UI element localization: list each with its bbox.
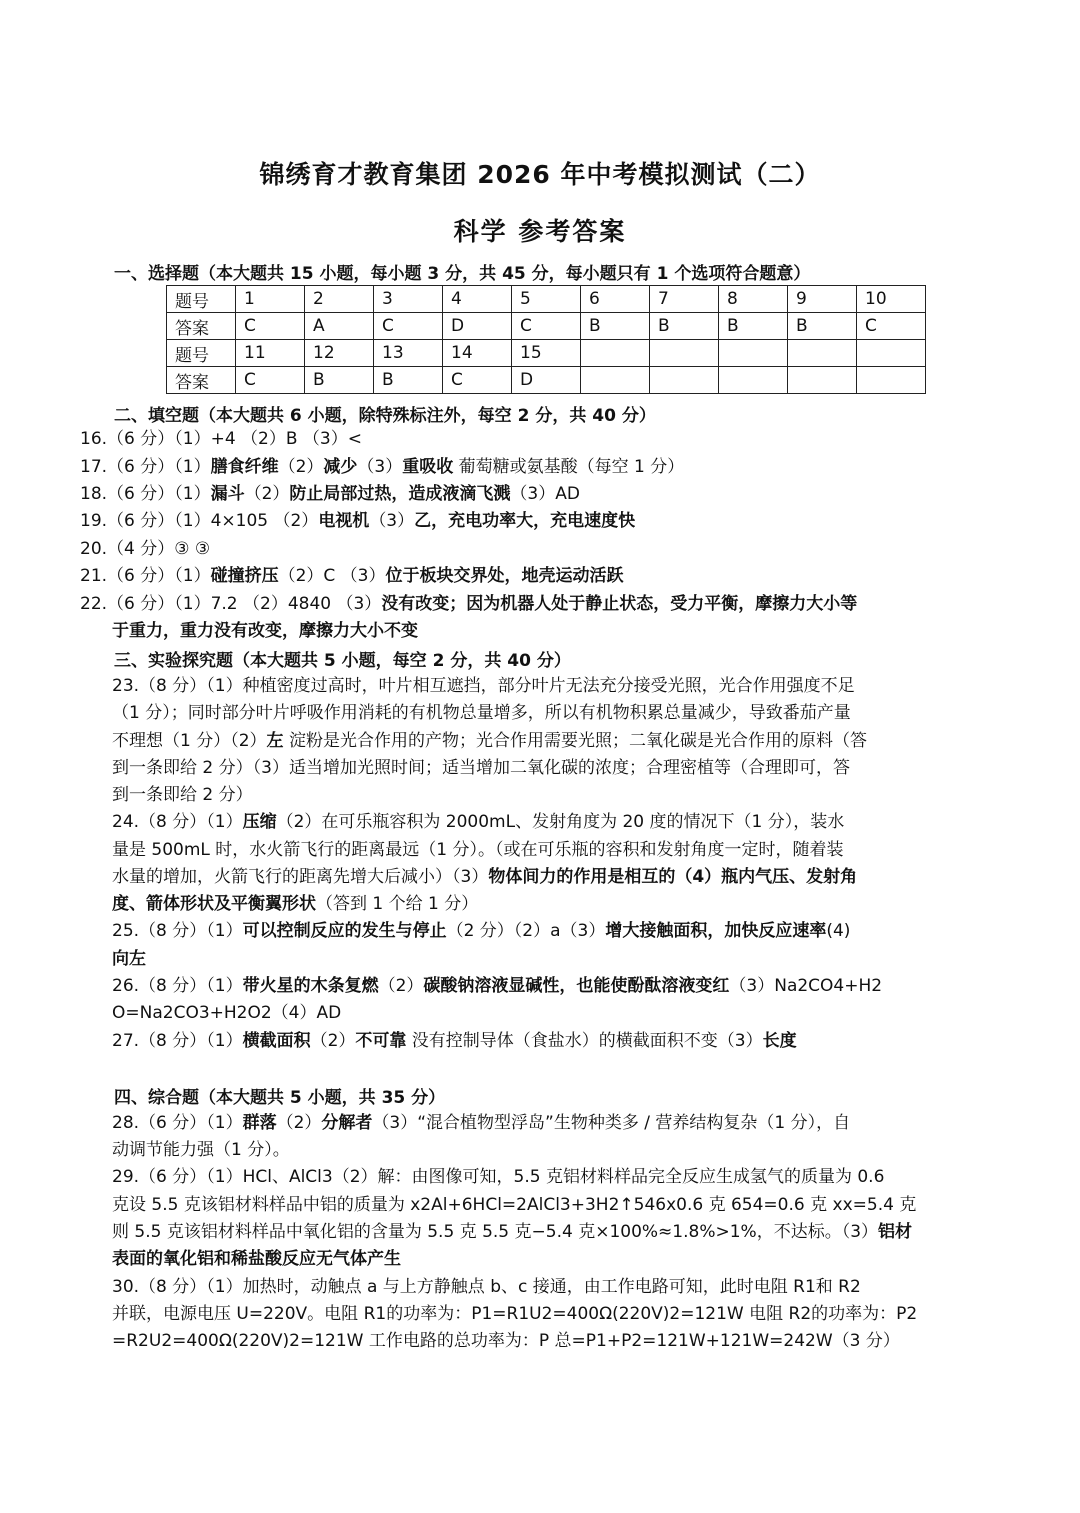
section-1-heading: 一、选择题（本大题共 15 小题，每小题 3 分，共 45 分，每小题只有 1 个选项符合题意） xyxy=(114,264,811,284)
text: 则 5.5 克该铝材料样品中氧化铝的含量为 5.5 克 5.5 克−5.4 克×100%≈1.8%>1%，不达标。（3） xyxy=(112,1222,879,1242)
text: （2 分）（2）a（3） xyxy=(446,921,606,941)
table-cell: 12 xyxy=(305,340,374,367)
table-cell: C xyxy=(443,367,512,394)
table-cell: 10 xyxy=(857,286,926,313)
table-cell: 8 xyxy=(719,286,788,313)
answer-27 xyxy=(112,1028,797,1054)
page-subtitle: 科学 参考答案 xyxy=(453,217,627,246)
key-answer: 重吸收 xyxy=(402,457,454,477)
text: （3）Na2CO4+H2 xyxy=(729,976,883,996)
row-label: 题号 xyxy=(167,286,236,313)
answer-24 xyxy=(112,809,844,835)
table-cell: C xyxy=(857,313,926,340)
text: 不理想（1 分）（2） xyxy=(112,731,267,751)
key-answer: 可以控制反应的发生与停止 xyxy=(242,921,447,941)
answer-19 xyxy=(80,508,635,534)
answer-30-cont: =R2U2=400Ω(220V)2=121W 工作电路的总功率为：P 总=P1+P2=121W+121W=242W（3 分） xyxy=(112,1331,900,1351)
answer-29: 29.（6 分）（1）HCl、AlCl3（2）解：由图像可知，5.5 克铝材料样品完全反应生成氢气的质量为 0.6 xyxy=(112,1167,885,1187)
text: （3） xyxy=(357,457,403,477)
text: （3） xyxy=(369,511,415,531)
key-answer: 左 xyxy=(266,731,284,751)
table-cell: C xyxy=(374,313,443,340)
text: （3）“混合植物型浮岛”生物种类多 / 营养结构复杂（1 分），自 xyxy=(372,1113,851,1133)
table-cell: C xyxy=(236,367,305,394)
text: 19.（6 分）（1）4×105 （2） xyxy=(80,511,319,531)
text: 22.（6 分）（1）7.2 （2）4840 （3） xyxy=(80,594,382,614)
answer-17 xyxy=(80,454,684,480)
table-cell: 15 xyxy=(512,340,581,367)
text: （2）C （3） xyxy=(278,566,386,586)
table-cell: 14 xyxy=(443,340,512,367)
key-answer: 防止局部过热，造成液滴飞溅 xyxy=(289,484,511,504)
key-answer: 碰撞挤压 xyxy=(210,566,279,586)
text: （3）AD xyxy=(510,484,580,504)
answer-29-cont xyxy=(112,1219,912,1245)
key-answer: 位于板块交界处，地壳运动活跃 xyxy=(385,566,624,586)
answer-30: 30.（8 分）（1）加热时，动触点 a 与上方静触点 b、c 接通，由工作电路可知，此时电阻 R1和 R2 xyxy=(112,1277,861,1297)
key-answer: 没有改变；因为机器人处于静止状态，受力平衡，摩擦力大小等 xyxy=(381,594,858,614)
text: （2） xyxy=(276,1113,322,1133)
table-cell: B xyxy=(305,367,374,394)
table-cell: 1 xyxy=(236,286,305,313)
answer-table xyxy=(166,285,926,394)
table-cell: 6 xyxy=(581,286,650,313)
page-title: 锦绣育才教育集团 2026 年中考模拟测试（二） xyxy=(259,160,821,189)
table-cell: B xyxy=(581,313,650,340)
text: 24.（8 分）（1） xyxy=(112,812,243,832)
answer-22-cont: 于重力，重力没有改变，摩擦力大小不变 xyxy=(112,621,418,641)
key-answer: 铝材 xyxy=(878,1222,913,1242)
table-row xyxy=(167,286,926,313)
table-cell: 3 xyxy=(374,286,443,313)
table-cell: 5 xyxy=(512,286,581,313)
table-cell: D xyxy=(512,367,581,394)
text: 26.（8 分）（1） xyxy=(112,976,243,996)
table-cell xyxy=(581,367,650,394)
table-cell: 13 xyxy=(374,340,443,367)
key-answer: 长度 xyxy=(762,1031,797,1051)
text: 水量的增加，火箭飞行的距离先增大后减小）（3） xyxy=(112,867,489,887)
key-answer: 增大接触面积，加快反应速率 xyxy=(605,921,827,941)
answer-26 xyxy=(112,973,882,999)
table-cell xyxy=(650,340,719,367)
text: 28.（6 分）（1） xyxy=(112,1113,243,1133)
row-label: 题号 xyxy=(167,340,236,367)
text: 21.（6 分）（1） xyxy=(80,566,211,586)
answer-29-cont: 克设 5.5 克该铝材料样品中铝的质量为 x2Al+6HCl=2AlCl3+3H2↑546x0.6 克 654=0.6 克 xx=5.4 克 xyxy=(112,1195,917,1215)
table-row xyxy=(167,367,926,394)
table-cell: 2 xyxy=(305,286,374,313)
answer-23-cont: 到一条即给 2 分）（3）适当增加光照时间；适当增加二氧化碳的浓度；合理密植等（合理即可，答 xyxy=(112,758,850,778)
key-answer: 漏斗 xyxy=(210,484,245,504)
answer-22 xyxy=(80,591,857,617)
table-cell: B xyxy=(650,313,719,340)
table-cell xyxy=(650,367,719,394)
table-cell: A xyxy=(305,313,374,340)
answer-28 xyxy=(112,1110,850,1136)
key-answer: 群落 xyxy=(242,1113,277,1133)
row-label: 答案 xyxy=(167,313,236,340)
answer-23-cont: 到一条即给 2 分） xyxy=(112,785,253,805)
table-cell: 11 xyxy=(236,340,305,367)
text: （2） xyxy=(244,484,290,504)
table-cell xyxy=(581,340,650,367)
key-answer: 横截面积 xyxy=(242,1031,311,1051)
section-3-heading: 三、实验探究题（本大题共 5 小题，每空 2 分，共 40 分） xyxy=(114,651,571,671)
key-answer: 带火星的木条复燃 xyxy=(242,976,379,996)
section-4-heading: 四、综合题（本大题共 5 小题，共 35 分） xyxy=(114,1088,446,1108)
text: 17.（6 分）（1） xyxy=(80,457,211,477)
table-row xyxy=(167,340,926,367)
table-cell xyxy=(857,367,926,394)
key-answer: 碳酸钠溶液显碱性，也能使酚酞溶液变红 xyxy=(423,976,730,996)
key-answer: 减少 xyxy=(323,457,358,477)
text: （2） xyxy=(278,457,324,477)
row-label: 答案 xyxy=(167,367,236,394)
text: 葡萄糖或氨基酸（每空 1 分） xyxy=(453,457,685,477)
text: 27.（8 分）（1） xyxy=(112,1031,243,1051)
answer-23-cont: （1 分）；同时部分叶片呼吸作用消耗的有机物总量增多，所以有机物积累总量减少，导致番茄产量 xyxy=(112,703,851,723)
text: （2） xyxy=(378,976,424,996)
answer-24-cont xyxy=(112,891,478,917)
answer-25 xyxy=(112,918,850,944)
table-cell xyxy=(719,340,788,367)
answer-28-cont: 动调节能力强（1 分）。 xyxy=(112,1140,290,1160)
table-row xyxy=(167,313,926,340)
section-2-heading: 二、填空题（本大题共 6 小题，除特殊标注外，每空 2 分，共 40 分） xyxy=(114,406,656,426)
answer-24-cont: 量是 500mL 时，水火箭飞行的距离最远（1 分）。（或在可乐瓶的容积和发射角度一定时，随着装 xyxy=(112,840,844,860)
key-answer: 不可靠 xyxy=(355,1031,407,1051)
table-cell xyxy=(719,367,788,394)
table-cell xyxy=(788,340,857,367)
table-cell: B xyxy=(788,313,857,340)
key-answer: 压缩 xyxy=(242,812,277,832)
key-answer: 膳食纤维 xyxy=(210,457,279,477)
table-cell: 4 xyxy=(443,286,512,313)
answer-26-cont: O=Na2CO3+H2O2（4）AD xyxy=(112,1003,342,1023)
answer-20: 20.（4 分）③ ③ xyxy=(80,539,211,559)
text: (4) xyxy=(826,921,851,941)
answer-24-cont xyxy=(112,864,857,890)
text: （2） xyxy=(310,1031,356,1051)
key-answer: 电视机 xyxy=(318,511,370,531)
table-cell: 9 xyxy=(788,286,857,313)
text: （答到 1 个给 1 分） xyxy=(316,894,479,914)
key-answer: 度、箭体形状及平衡翼形状 xyxy=(112,894,316,914)
table-cell: B xyxy=(374,367,443,394)
answer-18 xyxy=(80,481,580,507)
key-answer: 分解者 xyxy=(321,1113,373,1133)
answer-16: 16.（6 分）（1）+4 （2）B （3）< xyxy=(80,429,362,449)
answer-25-cont: 向左 xyxy=(112,949,146,969)
table-cell: D xyxy=(443,313,512,340)
table-cell: C xyxy=(512,313,581,340)
table-cell xyxy=(788,367,857,394)
text: 18.（6 分）（1） xyxy=(80,484,211,504)
answer-23: 23.（8 分）（1）种植密度过高时，叶片相互遮挡，部分叶片无法充分接受光照，光合作用强度不足 xyxy=(112,676,855,696)
text: 没有控制导体（食盐水）的横截面积不变（3） xyxy=(406,1031,763,1051)
text: 淀粉是光合作用的产物；光合作用需要光照；二氧化碳是光合作用的原料（答 xyxy=(283,731,867,751)
text: 25.（8 分）（1） xyxy=(112,921,243,941)
table-cell xyxy=(857,340,926,367)
table-cell: B xyxy=(719,313,788,340)
table-cell: C xyxy=(236,313,305,340)
table-cell: 7 xyxy=(650,286,719,313)
key-answer: 物体间力的作用是相互的（4）瓶内气压、发射角 xyxy=(488,867,858,887)
answer-30-cont: 并联，电源电压 U=220V。电阻 R1的功率为：P1=R1U2=400Ω(220V)2=121W 电阻 R2的功率为：P2 xyxy=(112,1304,918,1324)
answer-29-cont: 表面的氧化铝和稀盐酸反应无气体产生 xyxy=(112,1249,401,1269)
answer-21 xyxy=(80,563,623,589)
answer-23-cont xyxy=(112,728,867,754)
text: （2）在可乐瓶容积为 2000mL、发射角度为 20 度的情况下（1 分），装水 xyxy=(276,812,845,832)
key-answer: 乙，充电功率大，充电速度快 xyxy=(414,511,636,531)
